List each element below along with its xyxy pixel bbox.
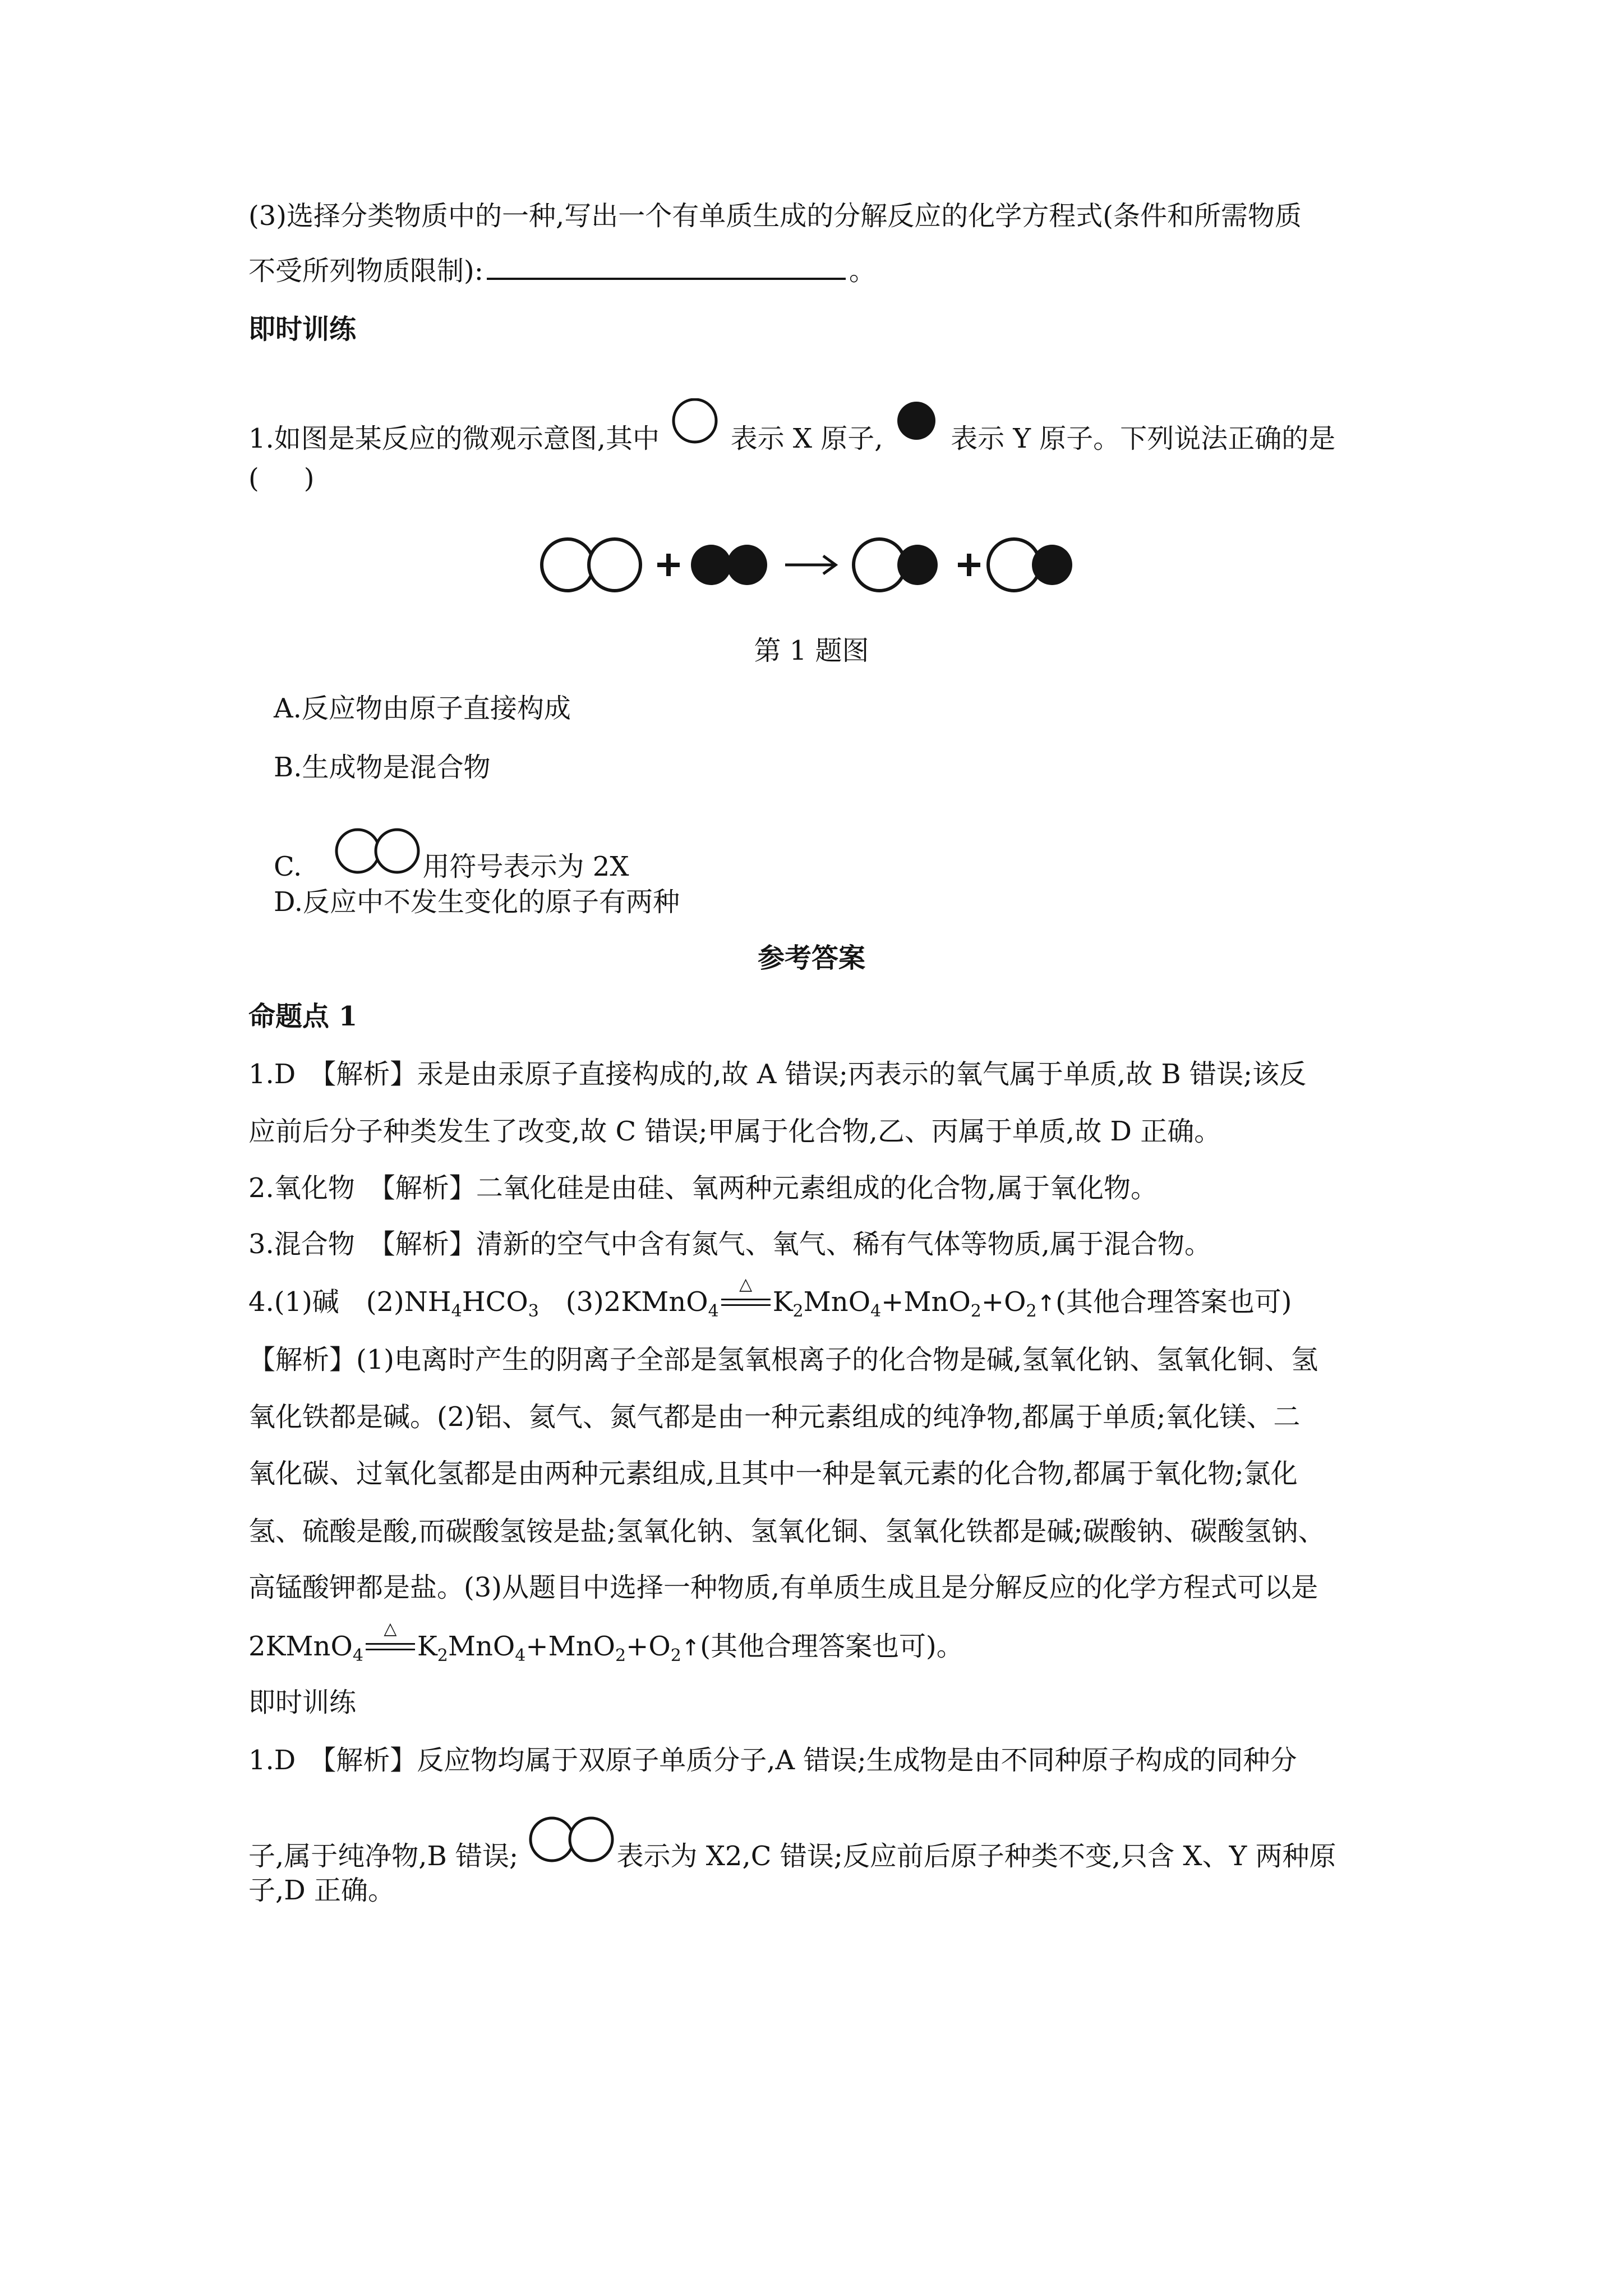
figure-caption: [0, 634, 1623, 668]
heat-triangle-icon: △: [384, 1619, 397, 1639]
section-heading-text: 命题点 1: [248, 1001, 358, 1032]
xy-molecule-1: [854, 539, 938, 591]
q3-period: 。: [849, 255, 876, 287]
explanation-line-1: [248, 1343, 1318, 1377]
explanation-text-3: 氧化碳、过氧化氢都是由两种元素组成,且其中一种是氧元素的化合物,都属于氧化物;氯化: [248, 1458, 1298, 1489]
subscript: 4: [870, 1301, 882, 1321]
practice-answer-text-1: 1.D 【解析】反应物均属于双原子单质分子,A 错误;生成物是由不同种原子构成的同种分: [248, 1745, 1297, 1776]
formula-part: +O: [626, 1631, 671, 1662]
option-b[interactable]: [274, 751, 491, 784]
formula-part: K: [772, 1286, 793, 1318]
formula-part: K: [417, 1631, 437, 1662]
practice-heading-2-text: 即时训练: [248, 1687, 357, 1718]
x2-molecule: [542, 539, 640, 591]
subscript: 2: [437, 1646, 448, 1665]
q1-stem-text-2: 表示 X 原子,: [730, 423, 883, 454]
explanation-line-4: [248, 1515, 1325, 1548]
explanation-line-3: [248, 1457, 1298, 1490]
plus-sign-1: [657, 554, 680, 576]
formula-part: 2KMnO: [248, 1631, 353, 1662]
answer-1-line-1: [248, 1057, 1306, 1091]
answer-4-text-1: 4.(1)碱 (2)NH: [248, 1286, 451, 1318]
explanation-text-5: 高锰酸钾都是盐。(3)从题目中选择一种物质,有单质生成且是分解反应的化学方程式可以是: [248, 1572, 1318, 1603]
practice-answer-line-2: [248, 1816, 1336, 1873]
answer-1-line-2: [248, 1115, 1221, 1148]
x2-molecule-icon: [527, 1816, 617, 1866]
option-d-text: D.反应中不发生变化的原子有两种: [274, 886, 680, 918]
explanation-line-2: [248, 1400, 1300, 1434]
answer-2-text: 2.氧化物 【解析】二氧化硅是由硅、氧两种元素组成的化合物,属于氧化物。: [248, 1172, 1158, 1204]
gas-arrow-icon: ↑: [1036, 1291, 1056, 1317]
practice-answer-text-2b: 表示为 X2,C 错误;反应前后原子种类不变,只含 X、Y 两种原: [616, 1841, 1336, 1872]
formula-part: HCO: [462, 1286, 528, 1318]
answers-heading: [0, 941, 1623, 975]
formula-part: MnO: [803, 1286, 871, 1318]
option-a[interactable]: [274, 692, 571, 725]
q1-stem-line-2: [248, 462, 314, 495]
explanation-text-2: 氧化铁都是碱。(2)铝、氦气、氮气都是由一种元素组成的纯净物,都属于单质;氧化镁、二: [248, 1401, 1301, 1433]
practice-answer-line-3: [248, 1874, 395, 1907]
answers-heading-text: 参考答案: [757, 942, 865, 974]
gas-arrow-icon: ↑: [681, 1635, 700, 1661]
reaction-diagram: [538, 530, 1088, 603]
explanation-text-6: (其他合理答案也可)。: [700, 1631, 963, 1662]
figure-caption-text: 第 1 题图: [754, 635, 869, 666]
heat-triangle-icon: △: [739, 1274, 753, 1294]
answer-4-text-3: (其他合理答案也可): [1055, 1286, 1292, 1318]
subscript: 2: [1026, 1301, 1037, 1321]
practice-answer-text-3: 子,D 正确。: [248, 1875, 395, 1906]
practice-answer-text-2a: 子,属于纯净物,B 错误;: [248, 1841, 519, 1872]
subscript: 2: [615, 1646, 626, 1665]
q1-stem-text-1: 1.如图是某反应的微观示意图,其中: [248, 423, 660, 454]
practice-heading-2: [248, 1686, 356, 1719]
reaction-arrow-icon: [785, 556, 836, 574]
answer-2: [248, 1171, 1158, 1205]
y-atom-legend-icon: [892, 401, 942, 451]
subscript: 3: [528, 1301, 539, 1321]
q1-stem-line-1: [248, 398, 1335, 460]
answer-3-text: 3.混合物 【解析】清新的空气中含有氮气、氧气、稀有气体等物质,属于混合物。: [248, 1228, 1212, 1260]
subscript: 2: [970, 1301, 981, 1321]
xy-molecule-2: [988, 539, 1072, 591]
subscript: 4: [708, 1301, 719, 1321]
answer-1-text-1: 1.D 【解析】汞是由汞原子直接构成的,故 A 错误;丙表示的氧气属于单质,故 B 错误;该反: [248, 1059, 1307, 1090]
subscript: 4: [352, 1646, 363, 1665]
q3-text-2: 不受所列物质限制):: [248, 255, 483, 287]
practice-heading: [248, 312, 356, 346]
formula-part: +MnO: [881, 1286, 971, 1318]
formula-part: +MnO: [525, 1631, 616, 1662]
x2-molecule-icon: [333, 827, 423, 878]
formula-part: +O: [981, 1286, 1026, 1318]
plus-sign-2: [958, 554, 980, 576]
option-c[interactable]: [274, 827, 629, 884]
answer-paren-open: (: [248, 463, 259, 494]
q3-line-2: [248, 253, 876, 288]
y2-molecule: [691, 545, 767, 585]
answer-3: [248, 1227, 1211, 1261]
subscript: 4: [515, 1646, 526, 1665]
explanation-line-5: [248, 1571, 1318, 1604]
practice-answer-line-1: [248, 1743, 1297, 1777]
answer-4: [248, 1274, 1292, 1321]
x-atom-legend-icon: [668, 398, 722, 460]
option-d[interactable]: [274, 885, 680, 919]
section-heading: [248, 1000, 357, 1033]
option-c-text: 用符号表示为 2X: [422, 851, 629, 882]
option-b-text: B.生成物是混合物: [274, 752, 491, 783]
heating-condition: [719, 1274, 773, 1314]
formula-part: MnO: [448, 1631, 515, 1662]
explanation-text-4: 氢、硫酸是酸,而碳酸氢铵是盐;氢氧化钠、氢氧化铜、氢氧化铁都是碱;碳酸钠、碳酸氢钠、: [248, 1516, 1325, 1547]
subscript: 2: [670, 1646, 681, 1665]
q3-text-1: (3)选择分类物质中的一种,写出一个有单质生成的分解反应的化学方程式(条件和所需物质: [248, 200, 1302, 232]
q3-line-1: [248, 199, 1302, 233]
answer-paren-close: ): [303, 463, 315, 494]
subscript: 4: [451, 1301, 462, 1321]
heating-condition: [363, 1619, 417, 1659]
option-a-text: A.反应物由原子直接构成: [274, 693, 571, 724]
answer-1-text-2: 应前后分子种类发生了改变,故 C 错误;甲属于化合物,乙、丙属于单质,故 D 正确。: [248, 1116, 1221, 1147]
explanation-text-1: 【解析】(1)电离时产生的阴离子全部是氢氧根离子的化合物是碱,氢氧化钠、氢氧化铜、氢: [248, 1344, 1318, 1375]
answer-4-text-2: (3)2KMnO: [538, 1286, 708, 1318]
q1-stem-text-3: 表示 Y 原子。下列说法正确的是: [951, 423, 1336, 454]
answer-blank[interactable]: [487, 253, 846, 280]
explanation-line-6: [248, 1619, 963, 1665]
practice-heading-text: 即时训练: [248, 314, 357, 345]
subscript: 2: [792, 1301, 804, 1321]
option-c-label: C.: [274, 851, 302, 882]
